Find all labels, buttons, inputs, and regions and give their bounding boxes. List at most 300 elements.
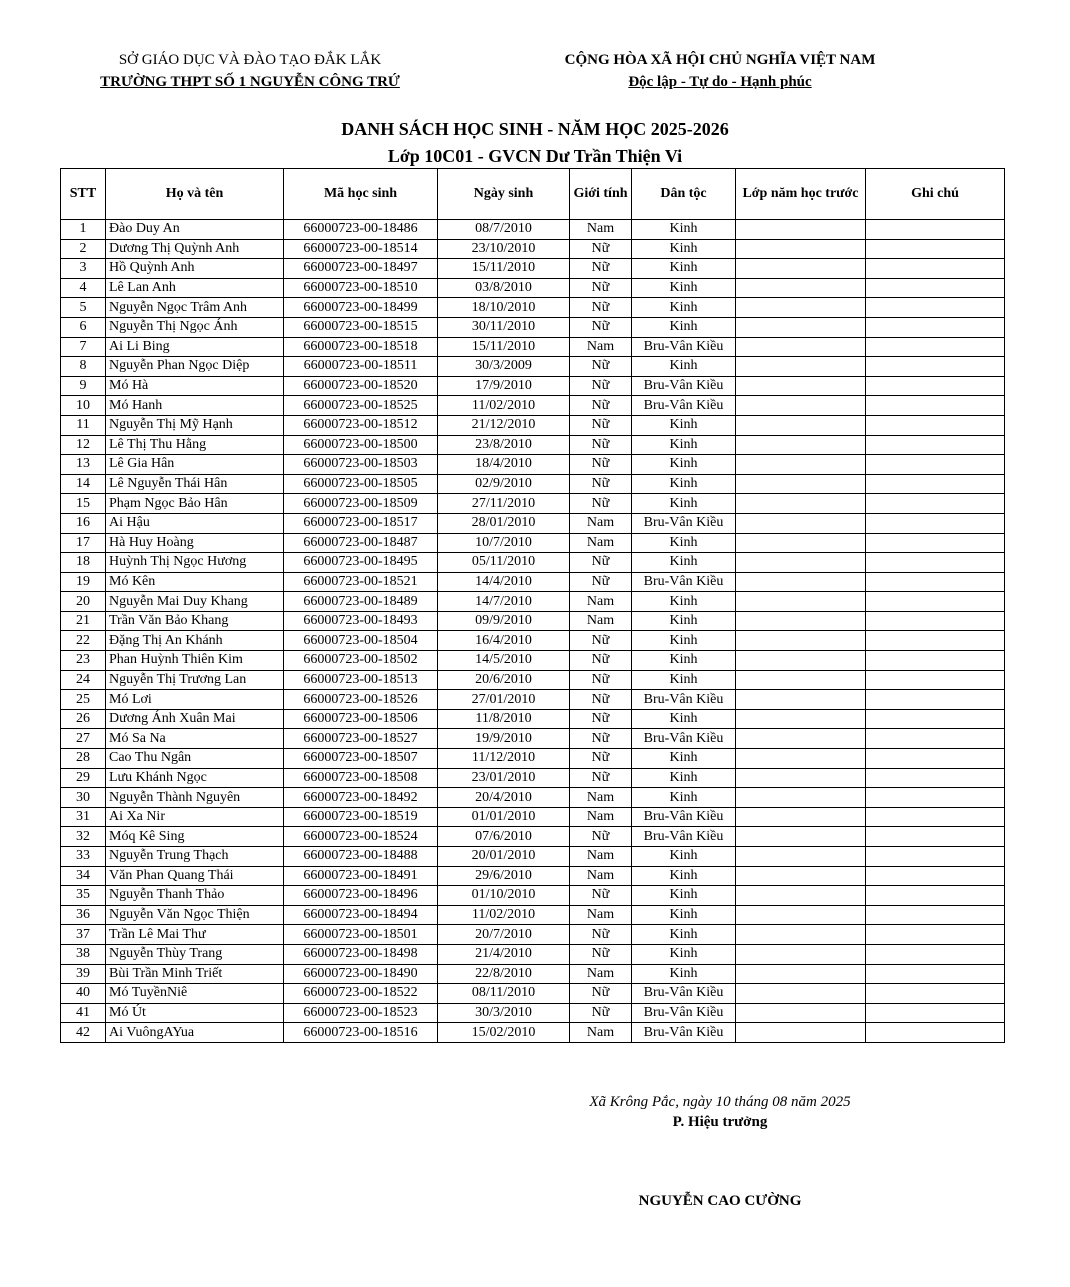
- cell-name: Ai VuôngAYua: [106, 1023, 284, 1043]
- cell-prev-class: [736, 690, 866, 710]
- cell-name: Nguyễn Văn Ngọc Thiện: [106, 905, 284, 925]
- cell-ethnicity: Kinh: [632, 768, 736, 788]
- table-row: [61, 611, 1005, 631]
- cell-name: Nguyễn Trung Thạch: [106, 847, 284, 867]
- cell-prev-class: [736, 239, 866, 259]
- cell-gender: Nữ: [570, 886, 632, 906]
- cell-stt: 33: [61, 847, 106, 867]
- cell-name: Lê Nguyễn Thái Hân: [106, 474, 284, 494]
- cell-ethnicity: Kinh: [632, 494, 736, 514]
- cell-student-id: 66000723-00-18522: [284, 984, 438, 1004]
- cell-prev-class: [736, 455, 866, 475]
- table-row: [61, 298, 1005, 318]
- cell-birthdate: 21/4/2010: [438, 944, 570, 964]
- cell-name: Phan Huỳnh Thiên Kim: [106, 651, 284, 671]
- cell-gender: Nữ: [570, 278, 632, 298]
- table-row: [61, 357, 1005, 377]
- cell-note: [866, 905, 1005, 925]
- cell-ethnicity: Kinh: [632, 533, 736, 553]
- cell-birthdate: 29/6/2010: [438, 866, 570, 886]
- table-row: [61, 220, 1005, 240]
- cell-name: Đặng Thị An Khánh: [106, 631, 284, 651]
- cell-birthdate: 23/8/2010: [438, 435, 570, 455]
- cell-birthdate: 11/8/2010: [438, 709, 570, 729]
- cell-gender: Nữ: [570, 259, 632, 279]
- cell-gender: Nữ: [570, 376, 632, 396]
- cell-stt: 7: [61, 337, 106, 357]
- cell-gender: Nam: [570, 592, 632, 612]
- cell-name: Nguyễn Phan Ngọc Diệp: [106, 357, 284, 377]
- cell-note: [866, 1023, 1005, 1043]
- cell-prev-class: [736, 866, 866, 886]
- cell-gender: Nam: [570, 513, 632, 533]
- cell-student-id: 66000723-00-18508: [284, 768, 438, 788]
- cell-name: Phạm Ngọc Bảo Hân: [106, 494, 284, 514]
- cell-stt: 22: [61, 631, 106, 651]
- cell-stt: 4: [61, 278, 106, 298]
- cell-gender: Nam: [570, 337, 632, 357]
- cell-stt: 1: [61, 220, 106, 240]
- cell-student-id: 66000723-00-18505: [284, 474, 438, 494]
- cell-gender: Nữ: [570, 1003, 632, 1023]
- cell-gender: Nam: [570, 788, 632, 808]
- cell-prev-class: [736, 984, 866, 1004]
- cell-name: Nguyễn Thành Nguyên: [106, 788, 284, 808]
- cell-name: Nguyễn Thị Trương Lan: [106, 670, 284, 690]
- cell-stt: 37: [61, 925, 106, 945]
- cell-student-id: 66000723-00-18487: [284, 533, 438, 553]
- cell-note: [866, 866, 1005, 886]
- cell-note: [866, 651, 1005, 671]
- cell-name: Trần Lê Mai Thư: [106, 925, 284, 945]
- cell-gender: Nữ: [570, 494, 632, 514]
- cell-note: [866, 886, 1005, 906]
- cell-ethnicity: Kinh: [632, 592, 736, 612]
- cell-birthdate: 08/11/2010: [438, 984, 570, 1004]
- cell-note: [866, 984, 1005, 1004]
- cell-stt: 38: [61, 944, 106, 964]
- cell-ethnicity: Kinh: [632, 964, 736, 984]
- col-header: Lớp năm học trước: [736, 169, 866, 220]
- cell-gender: Nữ: [570, 317, 632, 337]
- cell-student-id: 66000723-00-18510: [284, 278, 438, 298]
- cell-stt: 35: [61, 886, 106, 906]
- col-header: Ghi chú: [866, 169, 1005, 220]
- cell-birthdate: 27/11/2010: [438, 494, 570, 514]
- cell-prev-class: [736, 944, 866, 964]
- cell-stt: 12: [61, 435, 106, 455]
- cell-prev-class: [736, 494, 866, 514]
- cell-birthdate: 17/9/2010: [438, 376, 570, 396]
- cell-note: [866, 611, 1005, 631]
- cell-name: Văn Phan Quang Thái: [106, 866, 284, 886]
- signer-name: NGUYỄN CAO CƯỜNG: [638, 1193, 802, 1209]
- cell-student-id: 66000723-00-18511: [284, 357, 438, 377]
- cell-student-id: 66000723-00-18499: [284, 298, 438, 318]
- cell-prev-class: [736, 749, 866, 769]
- cell-stt: 11: [61, 415, 106, 435]
- cell-student-id: 66000723-00-18490: [284, 964, 438, 984]
- cell-birthdate: 10/7/2010: [438, 533, 570, 553]
- cell-student-id: 66000723-00-18494: [284, 905, 438, 925]
- cell-ethnicity: Kinh: [632, 651, 736, 671]
- cell-gender: Nam: [570, 1023, 632, 1043]
- cell-student-id: 66000723-00-18516: [284, 1023, 438, 1043]
- cell-birthdate: 01/10/2010: [438, 886, 570, 906]
- cell-note: [866, 494, 1005, 514]
- cell-ethnicity: Kinh: [632, 866, 736, 886]
- cell-name: Lê Gia Hân: [106, 455, 284, 475]
- national-title: CỘNG HÒA XÃ HỘI CHỦ NGHĨA VIỆT NAM: [564, 52, 876, 68]
- cell-note: [866, 474, 1005, 494]
- cell-name: Trần Văn Bảo Khang: [106, 611, 284, 631]
- cell-stt: 8: [61, 357, 106, 377]
- cell-note: [866, 298, 1005, 318]
- cell-student-id: 66000723-00-18493: [284, 611, 438, 631]
- cell-stt: 42: [61, 1023, 106, 1043]
- cell-prev-class: [736, 317, 866, 337]
- cell-student-id: 66000723-00-18495: [284, 553, 438, 573]
- table-row: [61, 905, 1005, 925]
- cell-name: Mó Kên: [106, 572, 284, 592]
- cell-prev-class: [736, 592, 866, 612]
- cell-birthdate: 21/12/2010: [438, 415, 570, 435]
- table-row: [61, 866, 1005, 886]
- cell-stt: 27: [61, 729, 106, 749]
- cell-student-id: 66000723-00-18519: [284, 807, 438, 827]
- cell-stt: 15: [61, 494, 106, 514]
- cell-prev-class: [736, 220, 866, 240]
- cell-student-id: 66000723-00-18504: [284, 631, 438, 651]
- cell-note: [866, 317, 1005, 337]
- cell-name: Mó Út: [106, 1003, 284, 1023]
- cell-gender: Nữ: [570, 651, 632, 671]
- cell-name: Bùi Trần Minh Triết: [106, 964, 284, 984]
- cell-name: Mó Sa Na: [106, 729, 284, 749]
- table-row: [61, 944, 1005, 964]
- cell-student-id: 66000723-00-18489: [284, 592, 438, 612]
- cell-ethnicity: Kinh: [632, 239, 736, 259]
- cell-stt: 39: [61, 964, 106, 984]
- cell-note: [866, 239, 1005, 259]
- cell-note: [866, 278, 1005, 298]
- cell-ethnicity: Kinh: [632, 709, 736, 729]
- cell-prev-class: [736, 651, 866, 671]
- cell-ethnicity: Bru-Vân Kiều: [632, 729, 736, 749]
- cell-ethnicity: Kinh: [632, 788, 736, 808]
- cell-ethnicity: Kinh: [632, 925, 736, 945]
- col-header: Ngày sinh: [438, 169, 570, 220]
- cell-prev-class: [736, 631, 866, 651]
- cell-birthdate: 20/7/2010: [438, 925, 570, 945]
- cell-ethnicity: Kinh: [632, 357, 736, 377]
- cell-gender: Nữ: [570, 749, 632, 769]
- cell-gender: Nam: [570, 847, 632, 867]
- cell-birthdate: 19/9/2010: [438, 729, 570, 749]
- cell-student-id: 66000723-00-18496: [284, 886, 438, 906]
- cell-gender: Nữ: [570, 298, 632, 318]
- cell-gender: Nữ: [570, 670, 632, 690]
- cell-stt: 20: [61, 592, 106, 612]
- header-left: [60, 49, 440, 93]
- cell-student-id: 66000723-00-18518: [284, 337, 438, 357]
- cell-student-id: 66000723-00-18515: [284, 317, 438, 337]
- cell-prev-class: [736, 572, 866, 592]
- cell-ethnicity: Kinh: [632, 847, 736, 867]
- cell-ethnicity: Kinh: [632, 670, 736, 690]
- national-motto: Độc lập - Tự do - Hạnh phúc: [628, 74, 812, 90]
- table-row: [61, 847, 1005, 867]
- cell-prev-class: [736, 788, 866, 808]
- table-row: [61, 886, 1005, 906]
- cell-prev-class: [736, 964, 866, 984]
- cell-name: Ai Li Bing: [106, 337, 284, 357]
- cell-birthdate: 01/01/2010: [438, 807, 570, 827]
- header-right: [520, 49, 920, 93]
- cell-student-id: 66000723-00-18506: [284, 709, 438, 729]
- cell-gender: Nữ: [570, 239, 632, 259]
- cell-note: [866, 847, 1005, 867]
- cell-student-id: 66000723-00-18507: [284, 749, 438, 769]
- cell-note: [866, 827, 1005, 847]
- table-row: [61, 749, 1005, 769]
- table-row: [61, 572, 1005, 592]
- cell-birthdate: 16/4/2010: [438, 631, 570, 651]
- cell-student-id: 66000723-00-18524: [284, 827, 438, 847]
- cell-ethnicity: Kinh: [632, 259, 736, 279]
- cell-ethnicity: Kinh: [632, 415, 736, 435]
- cell-ethnicity: Bru-Vân Kiều: [632, 690, 736, 710]
- cell-stt: 32: [61, 827, 106, 847]
- cell-stt: 14: [61, 474, 106, 494]
- table-row: [61, 788, 1005, 808]
- cell-name: Móq Kê Sing: [106, 827, 284, 847]
- cell-name: Nguyễn Ngọc Trâm Anh: [106, 298, 284, 318]
- cell-stt: 40: [61, 984, 106, 1004]
- cell-student-id: 66000723-00-18488: [284, 847, 438, 867]
- cell-ethnicity: Kinh: [632, 455, 736, 475]
- cell-gender: Nữ: [570, 435, 632, 455]
- cell-birthdate: 05/11/2010: [438, 553, 570, 573]
- cell-ethnicity: Kinh: [632, 220, 736, 240]
- cell-gender: Nữ: [570, 415, 632, 435]
- table-row: [61, 513, 1005, 533]
- cell-stt: 3: [61, 259, 106, 279]
- cell-student-id: 66000723-00-18517: [284, 513, 438, 533]
- cell-stt: 23: [61, 651, 106, 671]
- table-row: [61, 337, 1005, 357]
- table-row: [61, 984, 1005, 1004]
- cell-ethnicity: Kinh: [632, 611, 736, 631]
- cell-name: Nguyễn Thị Mỹ Hạnh: [106, 415, 284, 435]
- col-header: Giới tính: [570, 169, 632, 220]
- cell-ethnicity: Bru-Vân Kiều: [632, 807, 736, 827]
- cell-note: [866, 925, 1005, 945]
- cell-student-id: 66000723-00-18486: [284, 220, 438, 240]
- cell-gender: Nam: [570, 533, 632, 553]
- table-header-row: [61, 169, 1005, 220]
- cell-birthdate: 23/10/2010: [438, 239, 570, 259]
- cell-gender: Nữ: [570, 984, 632, 1004]
- cell-student-id: 66000723-00-18497: [284, 259, 438, 279]
- cell-ethnicity: Kinh: [632, 749, 736, 769]
- cell-prev-class: [736, 357, 866, 377]
- cell-gender: Nữ: [570, 690, 632, 710]
- cell-name: Hà Huy Hoàng: [106, 533, 284, 553]
- cell-birthdate: 11/02/2010: [438, 396, 570, 416]
- cell-ethnicity: Bru-Vân Kiều: [632, 337, 736, 357]
- cell-note: [866, 553, 1005, 573]
- table-body: [61, 220, 1005, 1043]
- cell-student-id: 66000723-00-18526: [284, 690, 438, 710]
- cell-stt: 34: [61, 866, 106, 886]
- cell-prev-class: [736, 553, 866, 573]
- cell-note: [866, 435, 1005, 455]
- cell-birthdate: 07/6/2010: [438, 827, 570, 847]
- table-row: [61, 592, 1005, 612]
- cell-note: [866, 376, 1005, 396]
- cell-gender: Nữ: [570, 709, 632, 729]
- cell-birthdate: 23/01/2010: [438, 768, 570, 788]
- department-name: SỞ GIÁO DỤC VÀ ĐÀO TẠO ĐẮK LẮK: [118, 52, 382, 68]
- cell-ethnicity: Bru-Vân Kiều: [632, 572, 736, 592]
- cell-student-id: 66000723-00-18492: [284, 788, 438, 808]
- cell-ethnicity: Kinh: [632, 435, 736, 455]
- cell-birthdate: 18/10/2010: [438, 298, 570, 318]
- cell-name: Nguyễn Thị Ngọc Ánh: [106, 317, 284, 337]
- cell-stt: 26: [61, 709, 106, 729]
- cell-birthdate: 03/8/2010: [438, 278, 570, 298]
- cell-student-id: 66000723-00-18501: [284, 925, 438, 945]
- cell-prev-class: [736, 886, 866, 906]
- col-header: Mã học sinh: [284, 169, 438, 220]
- student-table: [60, 168, 1005, 1043]
- cell-gender: Nam: [570, 964, 632, 984]
- cell-student-id: 66000723-00-18514: [284, 239, 438, 259]
- cell-note: [866, 944, 1005, 964]
- table-row: [61, 533, 1005, 553]
- cell-note: [866, 807, 1005, 827]
- table-row: [61, 964, 1005, 984]
- cell-ethnicity: Bru-Vân Kiều: [632, 1023, 736, 1043]
- cell-note: [866, 455, 1005, 475]
- cell-birthdate: 20/6/2010: [438, 670, 570, 690]
- cell-prev-class: [736, 533, 866, 553]
- cell-note: [866, 749, 1005, 769]
- cell-name: Huỳnh Thị Ngọc Hương: [106, 553, 284, 573]
- cell-prev-class: [736, 925, 866, 945]
- cell-student-id: 66000723-00-18498: [284, 944, 438, 964]
- cell-prev-class: [736, 513, 866, 533]
- cell-note: [866, 1003, 1005, 1023]
- cell-birthdate: 02/9/2010: [438, 474, 570, 494]
- class-subtitle: Lớp 10C01 - GVCN Dư Trần Thiện Vi: [387, 146, 683, 166]
- table-row: [61, 709, 1005, 729]
- cell-stt: 24: [61, 670, 106, 690]
- cell-prev-class: [736, 1023, 866, 1043]
- cell-ethnicity: Kinh: [632, 944, 736, 964]
- cell-student-id: 66000723-00-18509: [284, 494, 438, 514]
- cell-note: [866, 768, 1005, 788]
- cell-ethnicity: Kinh: [632, 886, 736, 906]
- cell-stt: 17: [61, 533, 106, 553]
- cell-stt: 16: [61, 513, 106, 533]
- cell-prev-class: [736, 670, 866, 690]
- cell-birthdate: 09/9/2010: [438, 611, 570, 631]
- table-row: [61, 631, 1005, 651]
- cell-name: Ai Xa Nir: [106, 807, 284, 827]
- cell-prev-class: [736, 729, 866, 749]
- cell-birthdate: 30/3/2010: [438, 1003, 570, 1023]
- cell-name: Lưu Khánh Ngọc: [106, 768, 284, 788]
- cell-name: Hồ Quỳnh Anh: [106, 259, 284, 279]
- cell-gender: Nữ: [570, 396, 632, 416]
- cell-stt: 6: [61, 317, 106, 337]
- cell-name: Dương Ánh Xuân Mai: [106, 709, 284, 729]
- table-row: [61, 435, 1005, 455]
- cell-ethnicity: Bru-Vân Kiều: [632, 984, 736, 1004]
- cell-gender: Nữ: [570, 768, 632, 788]
- cell-ethnicity: Kinh: [632, 298, 736, 318]
- school-name: TRƯỜNG THPT SỐ 1 NGUYỄN CÔNG TRỨ: [100, 74, 400, 90]
- table-row: [61, 474, 1005, 494]
- cell-name: Nguyễn Thùy Trang: [106, 944, 284, 964]
- table-row: [61, 494, 1005, 514]
- table-row: [61, 278, 1005, 298]
- cell-stt: 28: [61, 749, 106, 769]
- cell-note: [866, 709, 1005, 729]
- cell-prev-class: [736, 847, 866, 867]
- table-row: [61, 651, 1005, 671]
- cell-note: [866, 337, 1005, 357]
- table-row: [61, 415, 1005, 435]
- table-row: [61, 729, 1005, 749]
- cell-note: [866, 631, 1005, 651]
- cell-note: [866, 513, 1005, 533]
- cell-name: Mó Hanh: [106, 396, 284, 416]
- cell-student-id: 66000723-00-18512: [284, 415, 438, 435]
- cell-name: Mó Hà: [106, 376, 284, 396]
- cell-stt: 19: [61, 572, 106, 592]
- cell-stt: 18: [61, 553, 106, 573]
- cell-student-id: 66000723-00-18520: [284, 376, 438, 396]
- cell-name: Lê Thị Thu Hằng: [106, 435, 284, 455]
- cell-note: [866, 964, 1005, 984]
- cell-prev-class: [736, 905, 866, 925]
- cell-note: [866, 592, 1005, 612]
- cell-ethnicity: Bru-Vân Kiều: [632, 376, 736, 396]
- cell-name: Nguyễn Mai Duy Khang: [106, 592, 284, 612]
- cell-name: Mó Lơi: [106, 690, 284, 710]
- table-row: [61, 259, 1005, 279]
- cell-prev-class: [736, 415, 866, 435]
- table-row: [61, 1003, 1005, 1023]
- cell-name: Lê Lan Anh: [106, 278, 284, 298]
- cell-stt: 10: [61, 396, 106, 416]
- signer-role: P. Hiệu trưởng: [672, 1114, 768, 1130]
- cell-student-id: 66000723-00-18513: [284, 670, 438, 690]
- table-row: [61, 1023, 1005, 1043]
- cell-ethnicity: Kinh: [632, 631, 736, 651]
- table-row: [61, 807, 1005, 827]
- col-header: Họ và tên: [106, 169, 284, 220]
- cell-note: [866, 729, 1005, 749]
- cell-name: Đào Duy An: [106, 220, 284, 240]
- cell-stt: 30: [61, 788, 106, 808]
- cell-ethnicity: Kinh: [632, 553, 736, 573]
- cell-name: Nguyễn Thanh Thảo: [106, 886, 284, 906]
- cell-prev-class: [736, 259, 866, 279]
